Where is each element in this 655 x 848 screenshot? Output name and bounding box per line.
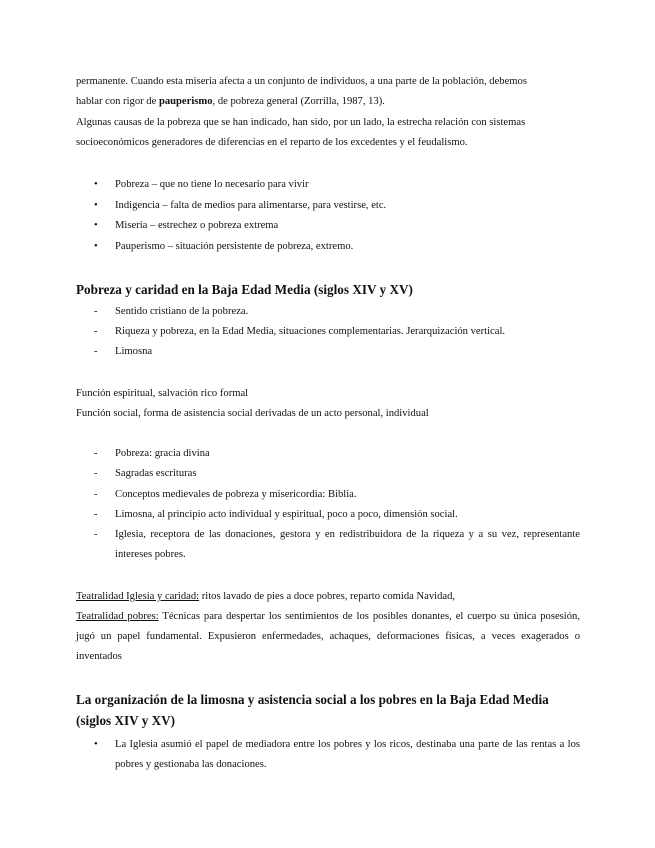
teatralidad-iglesia-label: Teatralidad Iglesia y caridad:	[76, 591, 200, 602]
dash-marker: -	[94, 326, 98, 337]
teatralidad-pobres-label: Teatralidad pobres:	[76, 611, 159, 622]
section-heading-pobreza-caridad: Pobreza y caridad en la Baja Edad Media (siglos XIV y XV)	[76, 282, 413, 297]
intro-paragraph-causes: Algunas causas de la pobreza que se han indicado, han sido, por un lado, la estrecha relación con sistemas socioeconómicos generadores de diferencias en el reparto de los excedentes y el feudalismo.	[76, 117, 526, 149]
dash-marker: -	[94, 306, 98, 317]
intro-line-1: permanente. Cuando esta miseria afecta a un conjunto de individuos, a una parte de la población, debemos	[76, 76, 527, 87]
document-page: permanente. Cuando esta miseria afecta a un conjunto de individuos, a una parte de la población, debemos hablar con rigor de pauperismo, de pobreza general (Zorrilla, 1987, 13). Algunas causas de la pobreza que se han indicado, han sido, por un lado, la estrecha relación con sistemas socioeconómicos generadores de diferencias en el reparto de los excedentes y el feudalismo. • Pobreza – que no tiene lo necesario para vivir • Indigencia – falta de medios para alimentarse, para vestirse, etc. • Miseria – estrechez o pobreza extrema • Pauperismo – situación persistente de pobreza, extremo. Pobreza y caridad en la Baja Edad Media (siglos XIV y XV) - Sentido cristiano de la pobreza. - Riqueza y pobreza, en la Edad Media, situaciones complementarias. Jerarquización vertical. - Limosna Función espiritual, salvación rico formal Función social, forma de asistencia social derivadas de un acto personal, individual - Pobreza: gracia divina - Sagradas escrituras - Conceptos medievales de pobreza y misericordia: Biblia. - Limosna, al principio acto individual y espiritual, poco a poco, dimensión social. - Iglesia, receptora de las donaciones, gestora y en redistribuidora de la riqueza y a su vez, representante intereses pobres. Teatralidad Iglesia y caridad: ritos lavado de pies a doce pobres, reparto comida Navidad, Teatralidad pobres: Técnicas para despertar los sentimientos de los posibles donantes, el cuerpo su única posesión, jugó un papel fundamental. Expusieron enfermedades, achaques, deformaciones físicas, a veces exagerados o inventados La organización de la limosna y asistencia social a los pobres en la Baja Edad Media (siglos XIV y XV) • La Iglesia asumió el papel de mediadora entre los pobres y los ricos, destinaba una parte de las rentas a los pobres y gestionaba las donaciones.	[0, 0, 655, 848]
intro-line-2: hablar con rigor de pauperismo, de pobreza general (Zorrilla, 1987, 13).	[76, 96, 385, 107]
bullet-icon: •	[94, 739, 98, 750]
teatralidad-pobres: Teatralidad pobres: Técnicas para despertar los sentimientos de los posibles donantes, el cuerpo su única posesión, jugó un papel fundamental. Expusieron enfermedades, achaques, deformaciones físicas, a veces exagerados o inventados	[76, 611, 580, 663]
bullet-icon: •	[94, 220, 98, 231]
dash-marker: -	[94, 529, 98, 540]
dash-marker: -	[94, 468, 98, 479]
bullet-icon: •	[94, 179, 98, 190]
dash-marker: -	[94, 509, 98, 520]
funcion-espiritual: Función espiritual, salvación rico formal	[76, 388, 249, 399]
bullet-icon: •	[94, 200, 98, 211]
dash-marker: -	[94, 489, 98, 500]
teatralidad-iglesia: Teatralidad Iglesia y caridad: ritos lavado de pies a doce pobres, reparto comida Navidad,	[76, 591, 456, 602]
bullet-icon: •	[94, 241, 98, 252]
dash-marker: -	[94, 448, 98, 459]
funcion-social: Función social, forma de asistencia social derivadas de un acto personal, individual	[76, 408, 429, 419]
pauperismo-term: pauperismo	[158, 96, 213, 107]
dash-marker: -	[94, 346, 98, 357]
section-heading-organizacion-limosna: La organización de la limosna y asistencia social a los pobres en la Baja Edad Media (siglos XIV y XV)	[76, 692, 549, 728]
